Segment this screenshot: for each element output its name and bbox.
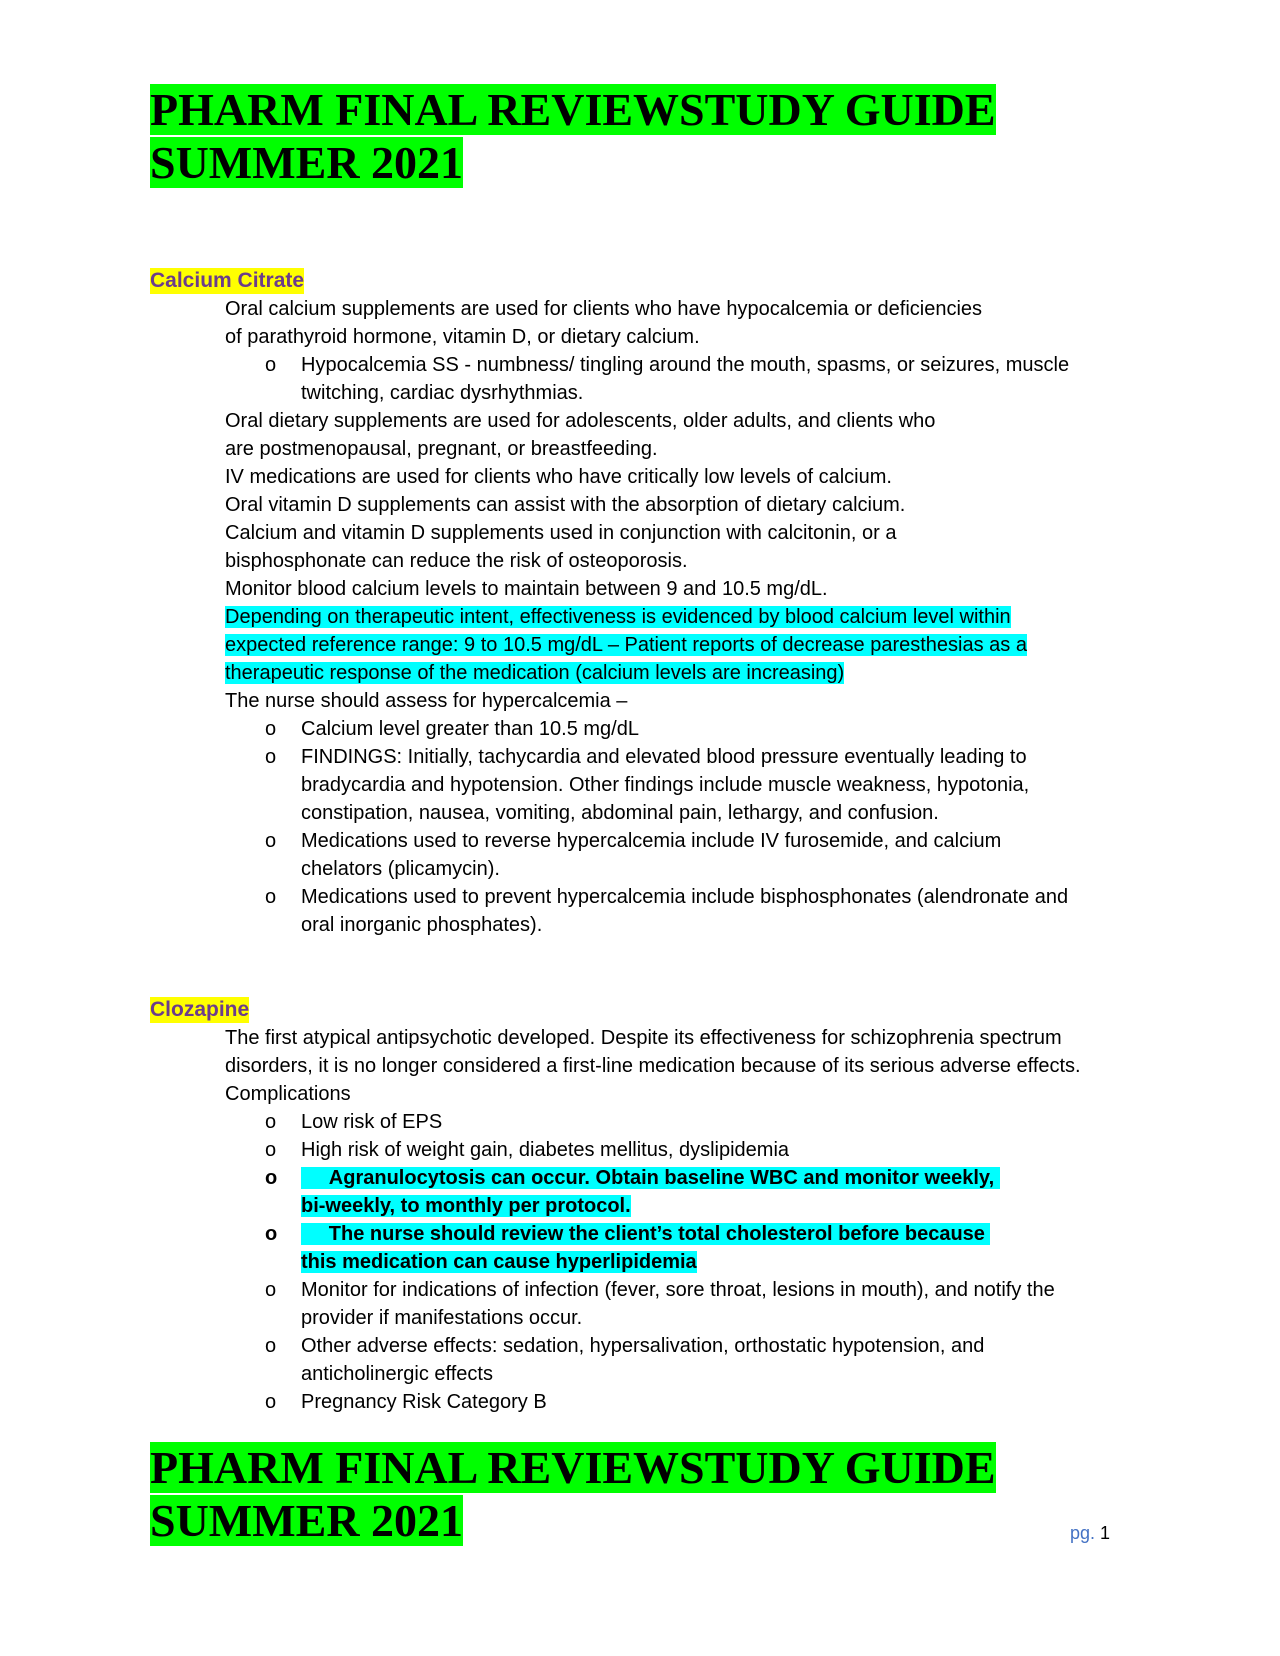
bullet-icon: o — [265, 830, 277, 852]
bullet-icon: o — [265, 1167, 278, 1189]
list-item-highlighted: o Agranulocytosis can occur. Obtain baseline WBC and monitor weekly, bi-weekly, to monthly per protocol. — [225, 1164, 1001, 1220]
list-item: o Medications used to reverse hypercalcemia include IV furosemide, and calcium chelators (plicamycin). — [225, 827, 1085, 883]
section-heading-clozapine: Clozapine — [150, 998, 250, 1021]
list-item: o Calcium level greater than 10.5 mg/dL — [225, 715, 1085, 743]
page-label: pg. — [1070, 1523, 1096, 1543]
list-item: o Medications used to prevent hypercalcemia include bisphosphonates (alendronate and oral inorganic phosphates). — [225, 883, 1085, 939]
paragraph: The first atypical antipsychotic developed. Despite its effectiveness for schizophrenia spectrum disorders, it is no longer considered a first-line medication because of its serious adverse effects. — [225, 1027, 1081, 1077]
paragraph: of parathyroid hormone, vitamin D, or dietary calcium. — [225, 326, 700, 348]
paragraph: bisphosphonate can reduce the risk of osteoporosis. — [225, 550, 688, 572]
page-number — [1070, 1523, 1110, 1544]
list-item: o FINDINGS: Initially, tachycardia and elevated blood pressure eventually leading to bradycardia and hypotension. Other findings include muscle weakness, hypotonia, constipation, nausea, vomiting, abdominal pain, lethargy, and confusion. — [225, 743, 1085, 827]
list-item: o Hypocalcemia SS - numbness/ tingling around the mouth, spasms, or seizures, muscle twitching, cardiac dysrhythmias. — [225, 351, 1155, 407]
paragraph: Oral dietary supplements are used for adolescents, older adults, and clients who — [225, 410, 936, 432]
highlighted-paragraph: Depending on therapeutic intent, effectiveness is evidenced by blood calcium level within expected reference range: 9 to 10.5 mg/dL – Patient reports of decrease paresthesias as a therapeutic response of the medication (calcium levels are increasing) — [225, 606, 1027, 684]
bullet-icon: o — [265, 1335, 277, 1357]
title-line-1: PHARM FINAL REVIEWSTUDY GUIDE — [150, 84, 996, 135]
calcium-citrate-body — [225, 295, 1155, 939]
hypercalcemia-list — [225, 715, 1085, 939]
paragraph: Calcium and vitamin D supplements used in conjunction with calcitonin, or a — [225, 522, 897, 544]
complications-list — [225, 1108, 1065, 1416]
bullet-icon: o — [265, 1223, 278, 1245]
paragraph: IV medications are used for clients who have critically low levels of calcium. — [225, 466, 892, 488]
sub-list — [225, 351, 1155, 407]
paragraph: Monitor blood calcium levels to maintain between 9 and 10.5 mg/dL. — [225, 578, 828, 600]
footer-title-line-1: PHARM FINAL REVIEWSTUDY GUIDE — [150, 1442, 996, 1493]
bullet-icon: o — [265, 886, 277, 908]
bullet-icon: o — [265, 1139, 277, 1161]
paragraph: The nurse should assess for hypercalcemia – — [225, 690, 628, 712]
bullet-icon: o — [265, 746, 277, 768]
page-title — [150, 83, 996, 189]
section-heading-calcium-citrate: Calcium Citrate — [150, 269, 305, 292]
list-item-highlighted: o The nurse should review the client’s total cholesterol before because this medication can cause hyperlipidemia — [225, 1220, 1016, 1276]
page-number-value: 1 — [1100, 1523, 1111, 1543]
paragraph: Oral calcium supplements are used for clients who have hypocalcemia or deficiencies — [225, 298, 983, 320]
title-line-2: SUMMER 2021 — [150, 137, 464, 188]
list-item: o Pregnancy Risk Category B — [225, 1388, 1065, 1416]
paragraph: Complications — [225, 1083, 351, 1105]
bullet-icon: o — [265, 354, 277, 376]
footer-title — [150, 1441, 996, 1547]
paragraph: are postmenopausal, pregnant, or breastfeeding. — [225, 438, 658, 460]
clozapine-body — [225, 1024, 1155, 1416]
list-item: o High risk of weight gain, diabetes mellitus, dyslipidemia — [225, 1136, 1065, 1164]
list-item: o Low risk of EPS — [225, 1108, 1065, 1136]
bullet-icon: o — [265, 1279, 277, 1301]
list-item: o Monitor for indications of infection (fever, sore throat, lesions in mouth), and notify the provider if manifestations occur. — [225, 1276, 1065, 1332]
list-item: o Other adverse effects: sedation, hypersalivation, orthostatic hypotension, and anticholinergic effects — [225, 1332, 1046, 1388]
bullet-icon: o — [265, 718, 277, 740]
footer-title-line-2: SUMMER 2021 — [150, 1495, 464, 1546]
bullet-icon: o — [265, 1111, 277, 1133]
bullet-icon: o — [265, 1391, 277, 1413]
paragraph: Oral vitamin D supplements can assist with the absorption of dietary calcium. — [225, 494, 906, 516]
